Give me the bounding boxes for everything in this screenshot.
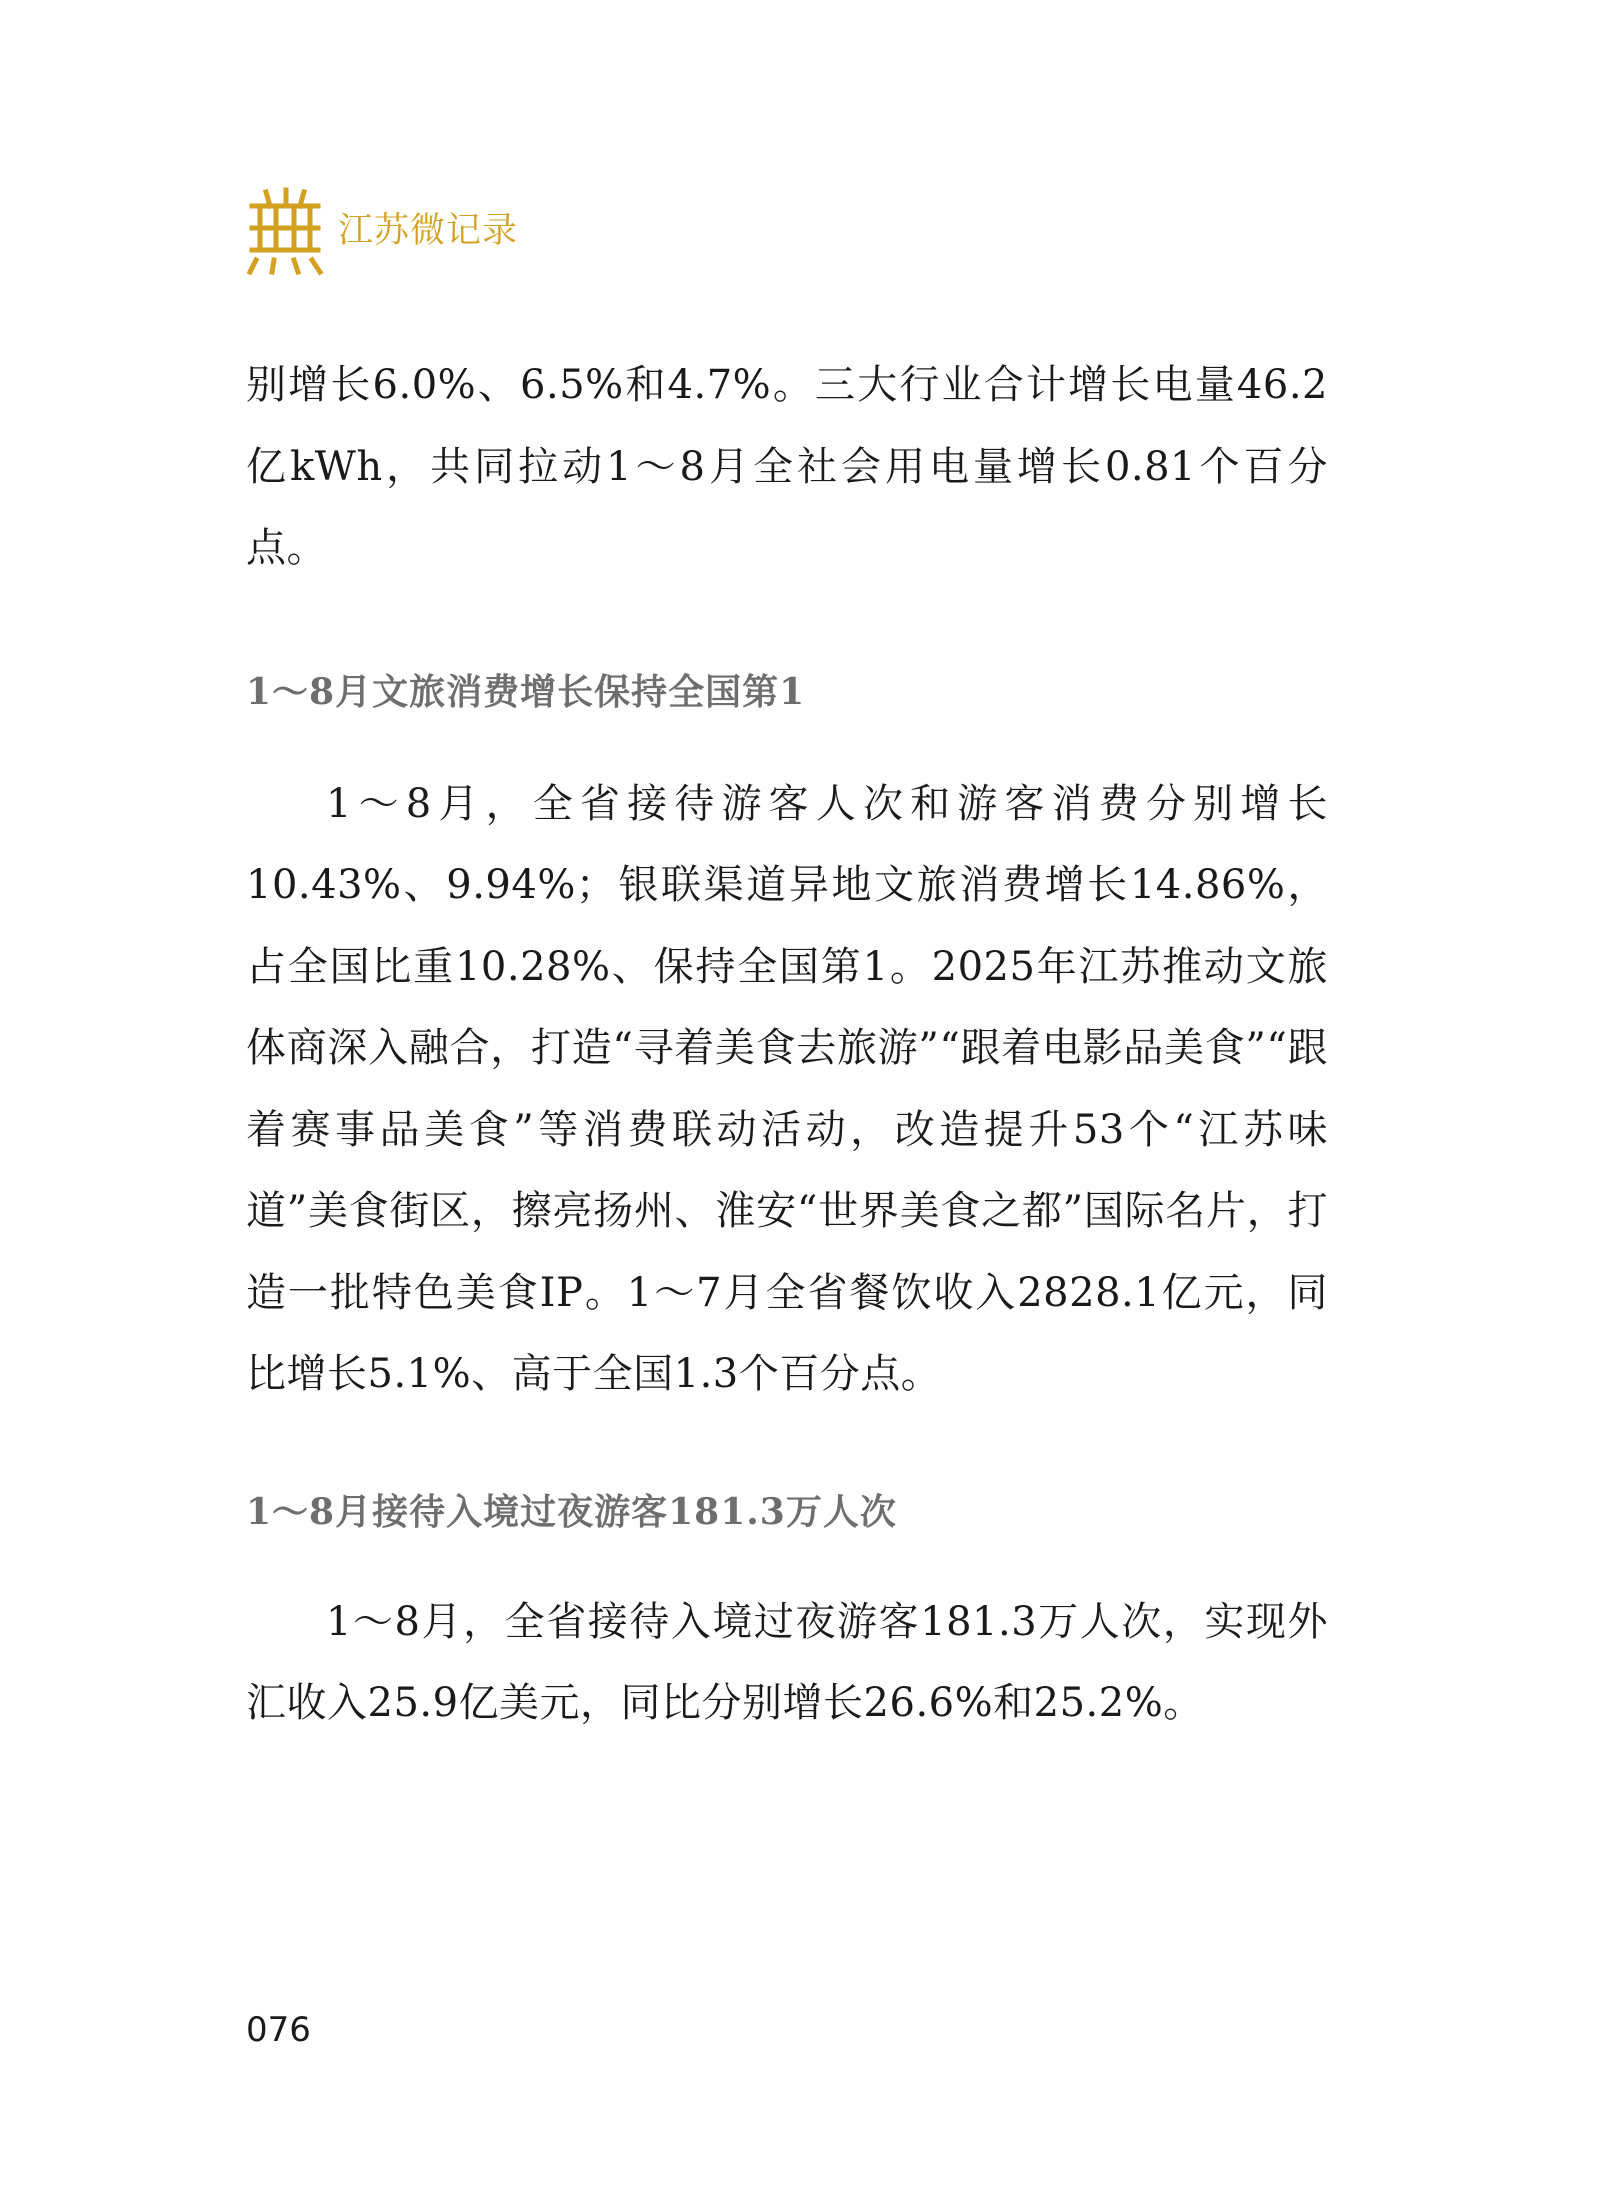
inbound-tourists-paragraph: 1～8月，全省接待入境过夜游客181.3万人次，实现外汇收入25.9亿美元，同比分别增长26.6%和25.2%。 [246, 1598, 1328, 1726]
intro-paragraph: 别增长6.0%、6.5%和4.7%。三大行业合计增长电量46.2亿kWh，共同拉动1～8月全社会用电量增长0.81个百分点。 [246, 362, 1328, 571]
tourism-consumption-paragraph: 1～8月，全省接待游客人次和游客消费分别增长10.43%、9.94%；银联渠道异地文旅消费增长14.86%，占全国比重10.28%、保持全国第1。2025年江苏推动文旅体商深入融合，打造“寻着美食去旅游”“跟着电影品美食”“跟着赛事品美食”等消费联动活动，改造提升53个“江苏味道”美食街区，擦亮扬州、淮安“世界美食之都”国际名片，打造一批特色美食IP。1～7月全省餐饮收入2828.1亿元，同比增长5.1%、高于全国1.3个百分点。 [246, 780, 1328, 1397]
jiangsu-logo-icon [246, 186, 324, 276]
header-title: 江苏微记录 [338, 210, 519, 251]
section-heading-tourism-consumption: 1～8月文旅消费增长保持全国第1 [246, 670, 806, 713]
page-header [246, 186, 518, 276]
article-body [246, 345, 1328, 1745]
page-number: 076 [246, 2010, 311, 2050]
section-heading-inbound-tourists: 1～8月接待入境过夜游客181.3万人次 [246, 1490, 897, 1533]
